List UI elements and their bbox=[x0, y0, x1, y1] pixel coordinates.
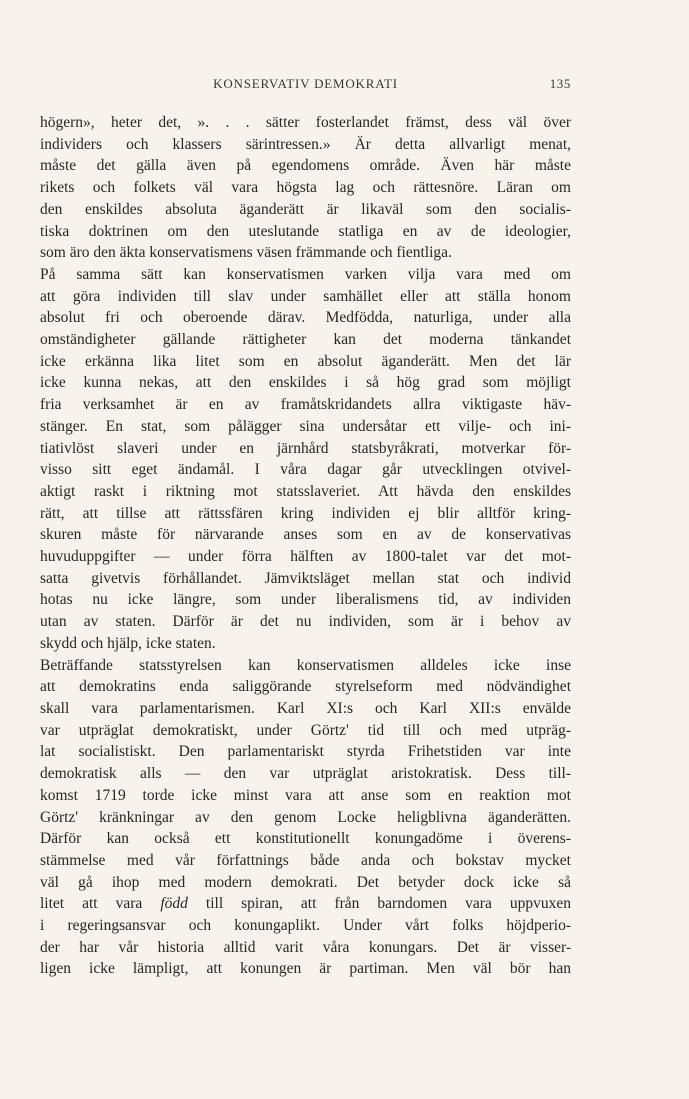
text-line: Beträffande statsstyrelsen kan konservatismen alldeles icke inse bbox=[40, 656, 571, 674]
text-line: skuren måste för närvarande anses som en av de konservativas bbox=[40, 526, 571, 544]
text-line: stänger. En stat, som pålägger sina undersåtar ett vilje- och ini- bbox=[40, 417, 571, 435]
text-line: rikets och folkets väl vara högsta lag och rättesnöre. Läran om bbox=[40, 179, 571, 197]
text-line: stämmelse med vår författnings både anda och bokstav mycket bbox=[40, 851, 571, 869]
text-line: högern», heter det, ». . . sätter fosterlandet främst, dess väl över bbox=[40, 114, 571, 131]
text-line: att demokratins enda saliggörande styrelseform med nödvändighet bbox=[40, 678, 571, 696]
text-line: visso sitt eget ändamål. I våra dagar går utvecklingen otvivel- bbox=[40, 461, 571, 479]
paragraph-3 bbox=[40, 655, 571, 981]
text-line: väl gå ihop med modern demokrati. Det betyder dock icke så bbox=[40, 873, 571, 891]
paragraph-1 bbox=[40, 112, 571, 264]
page-number: 135 bbox=[549, 76, 571, 91]
text-line: hotas nu icke längre, som under liberalismens tid, av individen bbox=[40, 591, 571, 609]
text-line: absolut fri och oberoende därav. Medfödda, naturliga, under alla bbox=[40, 309, 571, 327]
text-line-with-italic bbox=[40, 893, 571, 915]
text-line: komst 1719 torde icke minst vara att anse som en reaktion mot bbox=[40, 786, 571, 804]
text-line: tiska doktrinen om den uteslutande statliga en av de ideologier, bbox=[40, 222, 571, 240]
text-line: måste det gälla även på egendomens område. Även här måste bbox=[40, 157, 571, 175]
text-line: Görtz' kränkningar av den genom Locke heligblivna äganderätten. bbox=[40, 808, 571, 826]
text-line: lat socialistiskt. Den parlamentariskt styrda Frihetstiden var inte bbox=[40, 743, 571, 761]
text-segment: litet att vara bbox=[40, 895, 161, 913]
text-line: i regeringsansvar och konungaplikt. Under vårt folks höjdperio- bbox=[40, 917, 571, 935]
text-line: satta givetvis förhållandet. Jämviktsläget mellan stat och individ bbox=[40, 569, 571, 587]
text-line: skydd och hjälp, icke staten. bbox=[40, 634, 216, 652]
text-line: huvuduppgifter — under förra hälften av 1800-talet var det mot- bbox=[40, 548, 571, 566]
text-line: demokratisk alls — den var utpräglat aristokratisk. Dess till- bbox=[40, 765, 571, 783]
text-line: var utpräglat demokratiskt, under Görtz' tid till och med utpräg- bbox=[40, 721, 571, 739]
text-line: individers och klassers särintressen.» Är detta allvarligt menat, bbox=[40, 135, 571, 153]
text-line: tiativlöst slaveri under en järnhård statsbyråkrati, motverkar för- bbox=[40, 439, 571, 457]
text-line: På samma sätt kan konservatismen varken vilja vara med om bbox=[40, 265, 571, 283]
text-line: att göra individen till slav under samhället eller att ställa honom bbox=[40, 287, 571, 305]
text-line: skall vara parlamentarismen. Karl XI:s och Karl XII:s envälde bbox=[40, 699, 571, 717]
text-line: ligen icke lämpligt, att konungen är partiman. Men väl bör han bbox=[40, 960, 571, 978]
running-title: KONSERVATIV DEMOKRATI bbox=[213, 76, 398, 91]
text-line: rätt, att tillse att rättssfären kring individen ej blir alltför kring- bbox=[40, 504, 571, 522]
text-line: utan av staten. Därför är det nu individen, som är i behov av bbox=[40, 613, 571, 631]
text-line: fria verksamhet är en av framåtskridandets allra viktigaste häv- bbox=[40, 396, 571, 414]
text-line: Därför kan också ett konstitutionellt konungadöme i överens- bbox=[40, 830, 571, 848]
italic-word: född bbox=[160, 895, 188, 913]
text-line: icke kunna nekas, att den enskildes i så hög grad som möjligt bbox=[40, 374, 571, 392]
text-line: omständigheter gällande rättigheter kan det moderna tänkandet bbox=[40, 331, 571, 349]
text-line: den enskildes absoluta äganderätt är likaväl som den socialis- bbox=[40, 200, 571, 218]
body-text bbox=[40, 112, 571, 980]
text-line: der har vår historia alltid varit våra konungars. Det är visser- bbox=[40, 938, 571, 956]
text-line: aktigt raskt i riktning mot statsslaveriet. Att hävda den enskildes bbox=[40, 482, 571, 500]
text-line: som äro den äkta konservatismens väsen främmande och fientliga. bbox=[40, 244, 452, 262]
text-segment: till spiran, att från barndomen vara uppvuxen bbox=[187, 895, 571, 913]
paragraph-2 bbox=[40, 264, 571, 655]
text-line: icke erkänna lika litet som en absolut äganderätt. Men det lär bbox=[40, 352, 571, 370]
page-header bbox=[40, 76, 571, 98]
